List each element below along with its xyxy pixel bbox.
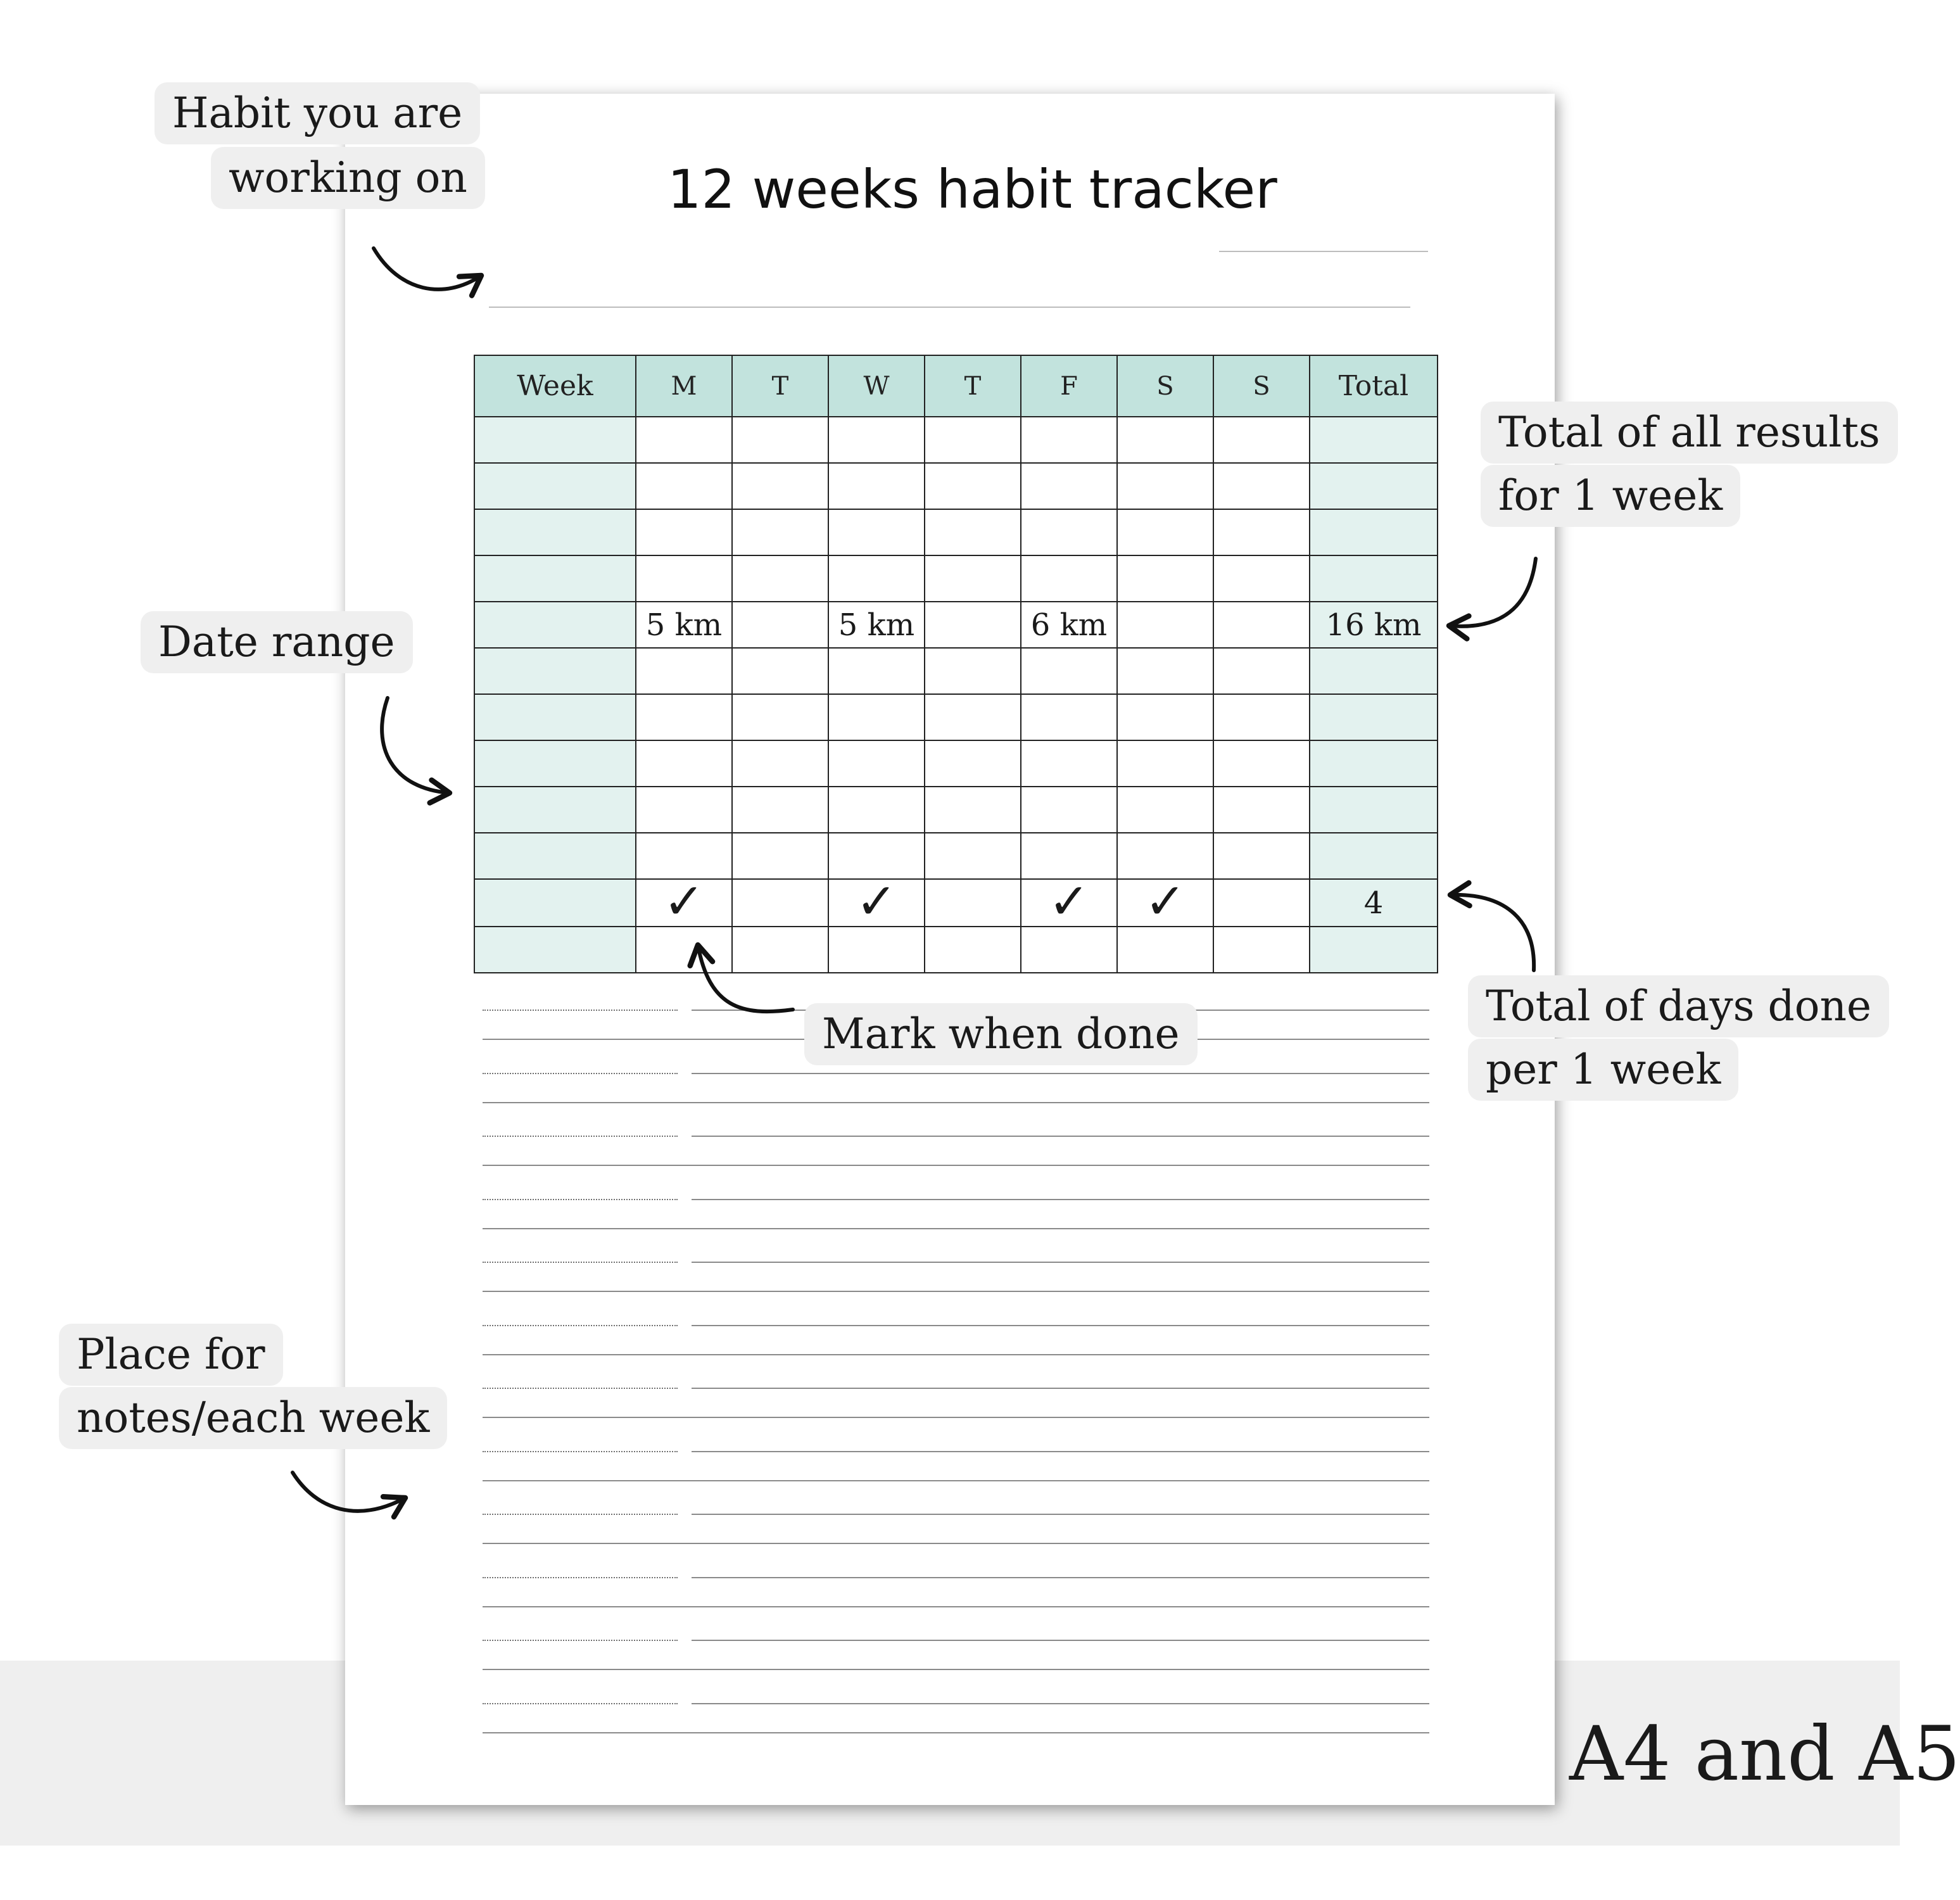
checkmark-icon: ✓	[1048, 873, 1090, 930]
callout-date-range: Date range	[141, 611, 413, 673]
header-wednesday: W	[828, 355, 925, 417]
callout-notes-line1: Place for	[59, 1324, 283, 1386]
header-total: Total	[1310, 355, 1438, 417]
checkmark-icon: ✓	[1144, 873, 1186, 930]
checkmark-icon: ✓	[856, 873, 897, 930]
arrow-notes	[293, 1472, 405, 1511]
header-tuesday: T	[732, 355, 828, 417]
header-sunday: S	[1213, 355, 1310, 417]
header-week: Week	[474, 355, 636, 417]
checkmark-icon: ✓	[663, 873, 705, 930]
callout-habit-line2: working on	[211, 147, 485, 209]
day-cell-monday[interactable]: 5 km	[636, 602, 732, 648]
total-cell-days[interactable]: 4	[1310, 879, 1438, 927]
arrow-total-results	[1449, 559, 1536, 626]
callout-total-results-line2: for 1 week	[1481, 465, 1740, 527]
callout-notes-line2: notes/each week	[59, 1387, 447, 1449]
day-cell-wednesday[interactable]: 5 km	[828, 602, 925, 648]
callout-total-results-line1: Total of all results	[1481, 402, 1898, 464]
header-monday: M	[636, 355, 732, 417]
arrow-habit	[374, 248, 481, 289]
paper-size-label: A4 and A5	[1569, 1710, 1960, 1797]
page-title: 12 weeks habit tracker	[667, 158, 1277, 220]
header-friday: F	[1021, 355, 1117, 417]
callout-habit-line1: Habit you are	[155, 82, 480, 144]
callout-total-days-line2: per 1 week	[1468, 1039, 1738, 1101]
day-cell-friday[interactable]: 6 km	[1021, 602, 1117, 648]
header-saturday: S	[1117, 355, 1213, 417]
arrow-date-range	[382, 698, 450, 793]
callout-mark-done: Mark when done	[804, 1003, 1198, 1065]
arrow-total-days	[1450, 895, 1534, 970]
total-cell-distance[interactable]: 16 km	[1310, 602, 1438, 648]
header-thursday: T	[925, 355, 1021, 417]
callout-total-days-line1: Total of days done	[1468, 975, 1889, 1037]
arrow-mark-done	[698, 945, 793, 1011]
